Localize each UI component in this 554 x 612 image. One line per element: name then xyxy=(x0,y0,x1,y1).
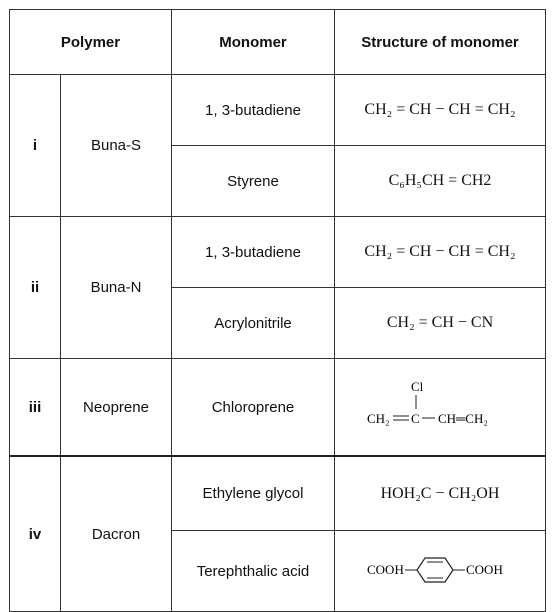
cooh-right-label: COOH xyxy=(466,561,503,577)
monomer-structure: CH₂ = CH − CH = CH₂ xyxy=(335,217,546,288)
polymer-name: Neoprene xyxy=(61,359,172,457)
cooh-left-label: COOH xyxy=(367,561,404,577)
monomer-structure: HOH₂C − CH₂OH xyxy=(335,456,546,531)
monomer-name: Styrene xyxy=(172,146,335,217)
monomer-name: 1, 3-butadiene xyxy=(172,217,335,288)
monomer-name: Terephthalic acid xyxy=(172,531,335,612)
table-row xyxy=(10,217,546,288)
chain-right-label: CH═CH₂ xyxy=(438,410,488,426)
monomer-name: Ethylene glycol xyxy=(172,456,335,531)
carbon-label: C xyxy=(411,410,420,426)
chlorine-label: Cl xyxy=(411,378,424,394)
terephthalic-structure xyxy=(335,531,546,612)
monomer-name: Acrylonitrile xyxy=(172,288,335,359)
row-number: i xyxy=(10,75,61,217)
monomer-structure: CH₂ = CH − CH = CH₂ xyxy=(335,75,546,146)
ch2-left-label: CH₂ xyxy=(367,410,390,426)
terephthalic-structure-drawing xyxy=(365,549,515,589)
polymer-name: Dacron xyxy=(61,456,172,612)
monomer-structure: C₆H₅CH = CH2 xyxy=(335,146,546,217)
polymer-name: Buna-S xyxy=(61,75,172,217)
monomer-name: Chloroprene xyxy=(172,359,335,457)
monomer-name: 1, 3-butadiene xyxy=(172,75,335,146)
table-row xyxy=(10,456,546,531)
polymer-name: Buna-N xyxy=(61,217,172,359)
row-number: ii xyxy=(10,217,61,359)
polymer-table xyxy=(9,9,546,612)
table-row xyxy=(10,359,546,457)
row-number: iv xyxy=(10,456,61,612)
header-polymer: Polymer xyxy=(10,10,172,75)
row-number: iii xyxy=(10,359,61,457)
monomer-structure: CH₂ = CH − CN xyxy=(335,288,546,359)
chloroprene-structure xyxy=(335,359,546,457)
header-monomer: Monomer xyxy=(172,10,335,75)
chloroprene-structure-drawing xyxy=(365,377,515,433)
header-structure: Structure of monomer xyxy=(335,10,546,75)
table-row xyxy=(10,75,546,146)
